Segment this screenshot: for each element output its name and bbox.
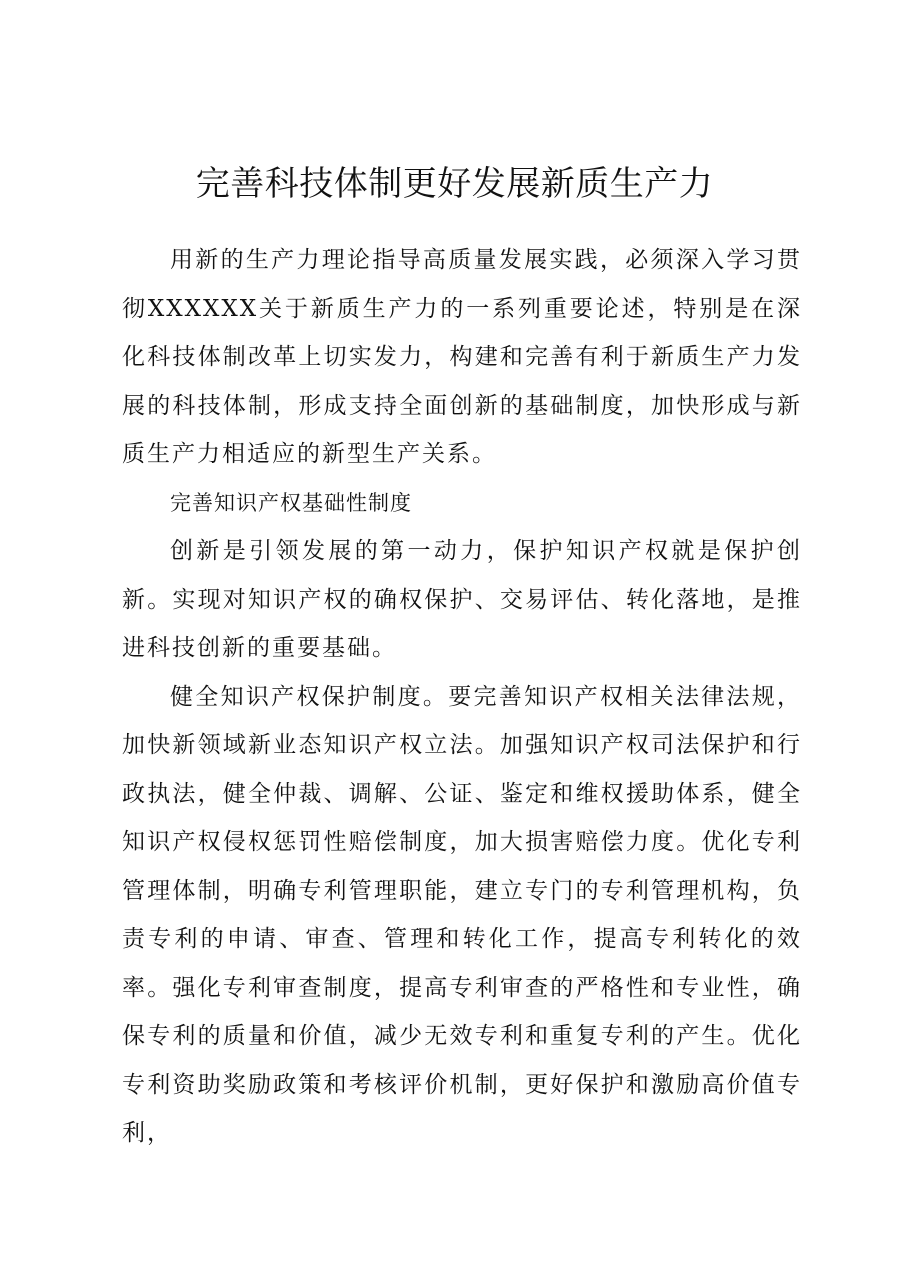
paragraph-innovation: 创新是引领发展的第一动力，保护知识产权就是保护创新。实现对知识产权的确权保护、交易评估、转化落地，是推进科技创新的重要基础。: [122, 538, 802, 661]
section-heading: 完善知识产权基础性制度: [170, 490, 412, 515]
document-body: [122, 236, 802, 1158]
document-title: 完善科技体制更好发展新质生产力: [195, 164, 714, 204]
paragraph-intro: 用新的生产力理论指导高质量发展实践，必须深入学习贯彻XXXXXX关于新质生产力的一系列重要论述，特别是在深化科技体制改革上切实发力，构建和完善有利于新质生产力发展的科技体制，形成支持全面创新的基础制度，加快形成与新质生产力相适应的新型生产关系。: [122, 247, 802, 467]
paragraph-protection-system: 健全知识产权保护制度。要完善知识产权相关法律法规，加快新领域新业态知识产权立法。加强知识产权司法保护和行政执法，健全仲裁、调解、公证、鉴定和维权援助体系，健全知识产权侵权惩罚性赔偿制度，加大损害赔偿力度。优化专利管理体制，明确专利管理职能，建立专门的专利管理机构，负责专利的申请、审查、管理和转化工作，提高专利转化的效率。强化专利审查制度，提高专利审查的严格性和专业性，确保专利的质量和价值，减少无效专利和重复专利的产生。优化专利资助奖励政策和考核评价机制，更好保护和激励高价值专利，: [122, 683, 802, 1146]
